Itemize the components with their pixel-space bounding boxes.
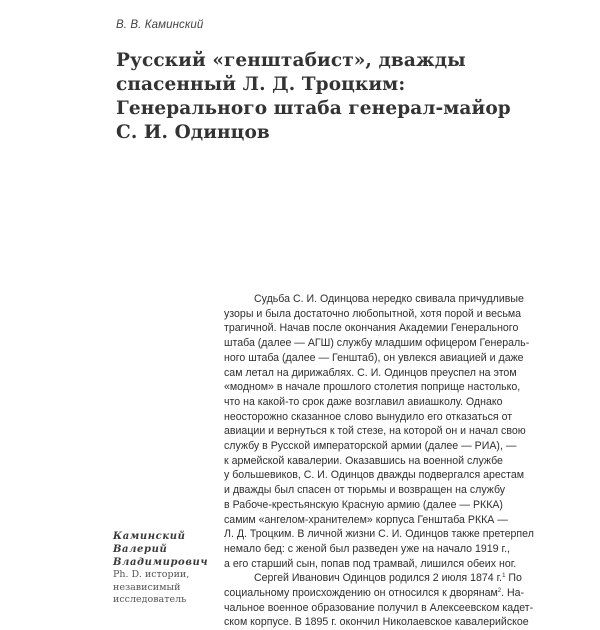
article-title xyxy=(116,49,516,145)
body-line: службу в Русской императорской армии (далее — РИА), — xyxy=(224,440,517,453)
body-line: у большевиков, С. И. Одинцов дважды подвергался арестам xyxy=(224,469,525,482)
footnote-ref-2[interactable]: 2 xyxy=(497,588,502,595)
author-info-line: исследователь xyxy=(113,594,187,605)
body-line: сам летал на дирижаблях. С. И. Одинцов преуспел на этом xyxy=(224,366,517,379)
author-name-line: Каминский xyxy=(113,531,186,542)
body-text-run: Сергей Иванович Одинцов родился 2 июля 1874 г. xyxy=(254,572,503,585)
body-line: самим «ангелом-хранителем» корпуса Генштаба РККА — xyxy=(224,513,508,526)
body-line: чальное военное образование получил в Алексеевском кадет- xyxy=(224,601,534,614)
author-info-line: Ph. D. истории, xyxy=(113,569,190,580)
body-line: а его старший сын, попав под трамвай, лишился обеих ног. xyxy=(224,557,517,570)
author-name-line: Валерий xyxy=(113,544,168,555)
body-line: трагичной. Начав после окончания Академии Генерального xyxy=(224,322,519,335)
body-line: неосторожно сказанное слово вынудило его отказаться от xyxy=(224,410,513,423)
body-line: узоры и была достаточно любопытной, хотя порой и весьма xyxy=(224,307,522,320)
body-line: «модном» в начале прошлого столетия поприще настолько, xyxy=(224,381,521,394)
title-line: С. И. Одинцов xyxy=(116,122,270,143)
title-line: Генерального штаба генерал-майор xyxy=(116,98,511,119)
title-line: Русский «генштабист», дважды xyxy=(116,50,466,71)
body-line: штаба (далее — АГШ) службу младшим офицером Генераль- xyxy=(224,337,530,350)
author-name-line: Владимирович xyxy=(113,557,209,568)
body-line: что на какой-то срок даже возглавил авиашколу. Однако xyxy=(224,395,503,408)
author-info-line: независимый xyxy=(113,581,181,593)
body-line: ском корпусе. В 1895 г. окончил Николаевское кавалерийское xyxy=(224,616,529,629)
body-text-run: По xyxy=(505,572,522,585)
body-text-run: социальному происхождению он относился к дворянам xyxy=(224,587,498,600)
body-line: к армейской кавалерии. Оказавшись на военной службе xyxy=(224,454,503,467)
article-body xyxy=(224,292,534,630)
running-header-author: В. В. Каминский xyxy=(116,19,204,31)
body-line xyxy=(224,586,525,601)
body-line xyxy=(224,571,522,586)
body-line: в Рабоче-крестьянскую Красную армию (далее — РККА) xyxy=(224,498,503,511)
author-sidebar xyxy=(113,530,223,607)
body-line: ного штаба (далее — Генштаб), он увлекся авиацией и даже xyxy=(224,351,524,364)
body-line: и дважды был спасен от тюрьмы и возвращен на службу xyxy=(224,484,506,497)
body-line: Судьба С. И. Одинцова нередко свивала причудливые xyxy=(254,293,524,305)
title-line: спасенный Л. Д. Троцким: xyxy=(116,74,406,95)
body-line: Л. Д. Троцким. В личной жизни С. И. Одинцов также претерпел xyxy=(224,528,534,541)
body-line: авиации и вернуться к той стезе, на которой он и начал свою xyxy=(224,425,526,438)
footnote-ref-1[interactable]: 1 xyxy=(502,573,506,580)
body-line: немало бед: с женой был разведен уже на начало 1919 г., xyxy=(224,542,510,555)
body-text-run: . На- xyxy=(501,587,525,600)
